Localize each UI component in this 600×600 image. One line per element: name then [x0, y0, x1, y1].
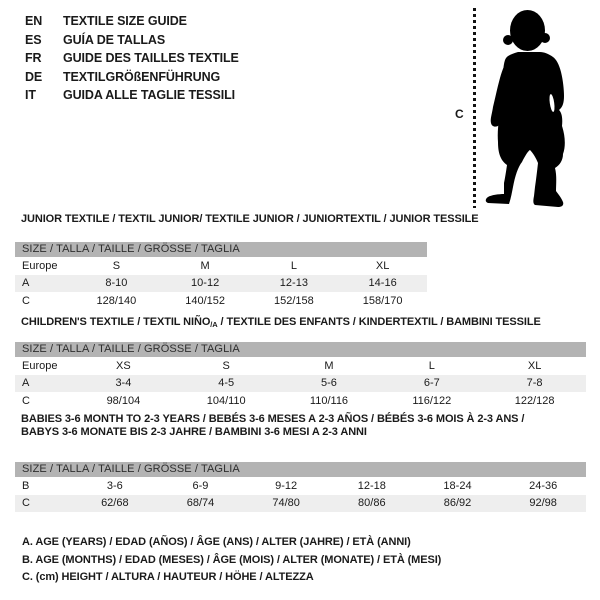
guide-title: TEXTILE SIZE GUIDE — [63, 14, 187, 29]
legend-block — [22, 534, 441, 587]
size-cell: M — [200, 259, 210, 272]
size-cell: L — [428, 359, 435, 372]
size-cell: L — [290, 259, 297, 272]
size-cell: 3-6 — [106, 479, 123, 492]
language-code: DE — [25, 69, 43, 84]
row-label: C — [22, 294, 30, 307]
guide-title: GUIDA ALLE TAGLIE TESSILI — [63, 88, 236, 103]
table-title: JUNIOR TEXTILE / TEXTIL JUNIOR/ TEXTILE JUNIOR / JUNIORTEXTIL / JUNIOR TESSILE — [21, 213, 479, 225]
row-label: Europe — [22, 359, 58, 372]
size-cell: 24-36 — [529, 479, 558, 492]
row-label: C — [22, 394, 30, 407]
guide-title: GUIDE DES TAILLES TEXTILE — [63, 51, 239, 66]
language-row — [25, 86, 239, 105]
table-row — [15, 375, 586, 393]
table-title: BABIES 3-6 MONTH TO 2-3 YEARS / BEBÉS 3-6 MESES A 2-3 AÑOS / BÉBÉS 3-6 MOIS À 2-3 ANS / BABYS 3-6 MONATE BIS 2-3 JAHRE / BAMBINI 3-6 MESI A 2-3 ANNI — [21, 413, 525, 438]
language-row — [25, 31, 239, 50]
size-cell: S — [112, 259, 121, 272]
size-cell: 110/116 — [309, 394, 349, 407]
height-figure — [452, 4, 598, 218]
size-cell: 140/152 — [185, 294, 225, 307]
size-cell: 4-5 — [218, 377, 235, 390]
table-row — [15, 477, 586, 495]
row-label: A — [22, 277, 30, 290]
language-row — [25, 68, 239, 87]
size-cell: 92/98 — [529, 497, 557, 510]
language-code: FR — [25, 51, 42, 66]
size-cell: 80/86 — [358, 497, 386, 510]
row-label: C — [22, 497, 30, 510]
size-header-bar: SIZE / TALLA / TAILLE / GRÖSSE / TAGLIA — [15, 342, 586, 357]
guide-title: TEXTILGRÖßENFÜHRUNG — [63, 69, 221, 84]
childrens-textile-table — [15, 316, 586, 410]
size-cell: 152/158 — [273, 294, 314, 307]
babies-textile-table — [15, 413, 586, 512]
table-row — [15, 257, 427, 275]
table-row — [15, 275, 427, 293]
size-cell: 6-7 — [423, 377, 440, 390]
legend-line-a: A. AGE (YEARS) / EDAD (AÑOS) / ÂGE (ANS) / ALTER (JAHRE) / ETÀ (ANNI) — [22, 536, 411, 548]
size-cell: 14-16 — [368, 277, 397, 290]
size-header-bar: SIZE / TALLA / TAILLE / GRÖSSE / TAGLIA — [15, 462, 586, 477]
size-cell: 9-12 — [275, 479, 298, 492]
language-code: EN — [25, 14, 43, 29]
size-cell: 98/104 — [106, 394, 141, 407]
size-cell: 86/92 — [443, 497, 472, 510]
size-cell: XS — [116, 359, 131, 372]
guide-title: GUÍA DE TALLAS — [63, 32, 166, 47]
size-cell: S — [222, 359, 230, 372]
table-row — [15, 292, 427, 310]
size-cell: 3-4 — [115, 377, 132, 390]
size-cell: 62/68 — [101, 497, 129, 510]
legend-line-c: C. (cm) HEIGHT / ALTURA / HAUTEUR / HÖHE / ALTEZZA — [22, 571, 314, 584]
size-cell: 12-18 — [357, 479, 386, 492]
size-cell: 128/140 — [96, 294, 137, 307]
size-cell: 6-9 — [192, 479, 209, 492]
size-cell: 104/110 — [206, 394, 246, 407]
language-row — [25, 12, 239, 31]
size-cell: 10-12 — [191, 277, 220, 290]
size-header-bar: SIZE / TALLA / TAILLE / GRÖSSE / TAGLIA — [15, 242, 427, 257]
size-cell: 5-6 — [321, 377, 337, 390]
legend-line-b: B. AGE (MONTHS) / EDAD (MESES) / ÂGE (MOIS) / ALTER (MONATE) / ETÀ (MESI) — [22, 553, 442, 566]
size-cell: 122/128 — [514, 394, 555, 407]
table-row — [15, 392, 586, 410]
size-cell: 7-8 — [526, 377, 543, 390]
size-cell: 158/170 — [362, 294, 403, 307]
measure-label-c: C — [455, 107, 464, 121]
row-label: Europe — [22, 259, 58, 272]
size-cell: 8-10 — [105, 277, 128, 290]
size-cell: 18-24 — [443, 479, 472, 492]
row-label: B — [22, 479, 30, 492]
height-measure-line — [473, 8, 476, 208]
table-row — [15, 495, 586, 513]
table-title: CHILDREN'S TEXTILE / TEXTIL $NIÑO_{/A}$ / TEXTILE DES ENFANTS / KINDERTEXTIL / BAMBINI TESSILE — [21, 316, 541, 329]
size-cell: 74/80 — [272, 497, 300, 510]
junior-textile-table — [15, 213, 479, 310]
size-cell: XL — [527, 359, 542, 372]
size-cell: XL — [375, 259, 390, 272]
size-cell: 116/122 — [412, 394, 452, 407]
size-cell: 12-13 — [279, 277, 308, 290]
size-cell: 68/74 — [186, 497, 215, 510]
language-code: ES — [25, 32, 42, 47]
language-title-block — [25, 12, 239, 105]
baby-silhouette-icon — [485, 4, 580, 216]
table-row — [15, 357, 586, 375]
size-cell: M — [324, 359, 334, 372]
language-row — [25, 49, 239, 68]
language-code: IT — [25, 88, 36, 103]
row-label: A — [22, 377, 30, 390]
